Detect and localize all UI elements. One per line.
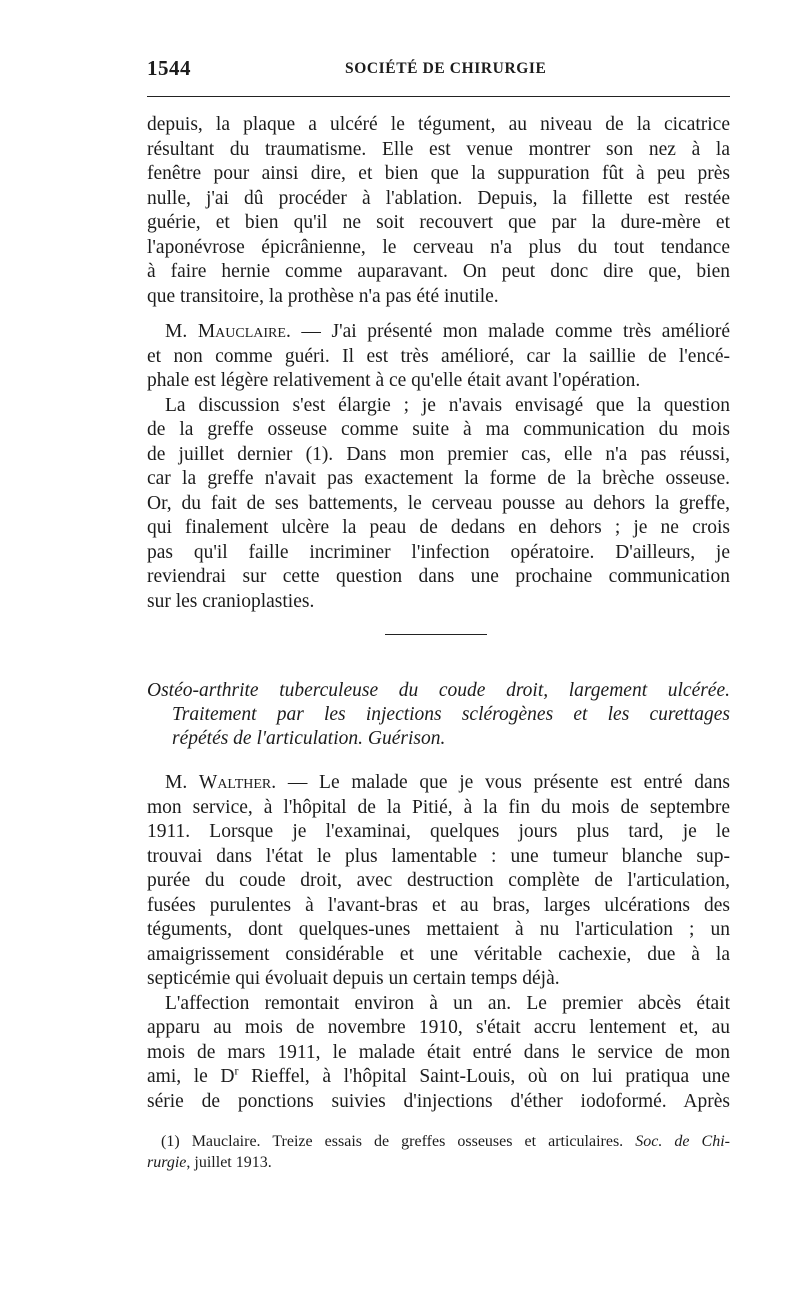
text-line: 1911. Lorsque je l'examinai, quelques jours plus tard, je le <box>147 821 730 842</box>
header-rule <box>147 96 730 97</box>
text-line: fenêtre pour ainsi dire, et bien que la suppuration fût à peu près <box>147 163 730 184</box>
text-line: guérie, et bien qu'il ne soit recouvert que par la dure-mère et <box>147 212 730 233</box>
title-line: répétés de l'articulation. Guérison. <box>172 728 446 749</box>
text-line: de juillet dernier (1). Dans mon premier cas, elle n'a pas réussi, <box>147 443 730 465</box>
speaker-line <box>147 320 730 345</box>
speaker-text: — J'ai présenté mon malade comme très amélioré <box>290 321 731 342</box>
footnote-text: (1) Mauclaire. Treize essais de greffes osseuses et articulaires. <box>161 1133 636 1150</box>
superscript: r <box>234 1063 239 1078</box>
text-line: septicémie qui évoluait depuis un certain temps déjà. <box>147 968 560 989</box>
title-line: Ostéo-arthrite tuberculeuse du coude droit, largement ulcérée. <box>147 680 730 701</box>
title-line: Traitement par les injections sclérogènes et les curettages <box>172 704 730 725</box>
page-number: 1544 <box>147 56 191 80</box>
speaker-prefix: M. <box>165 321 198 342</box>
page-header <box>147 56 730 80</box>
walther-presentation <box>147 771 730 1114</box>
section-separator <box>385 634 487 635</box>
footnote-line <box>147 1131 730 1152</box>
paragraph-closing-previous <box>147 113 730 309</box>
text-line: nulle, j'ai dû procéder à l'ablation. Depuis, la fillette est restée <box>147 187 730 209</box>
text-line <box>147 1065 730 1090</box>
text-line: car la greffe n'avait pas exactement la forme de la brèche osseuse. <box>147 468 730 489</box>
footnote-source: rurgie <box>147 1154 187 1171</box>
text-line: phale est légère relativement à ce qu'elle était avant l'opération. <box>147 370 641 391</box>
text-line: depuis, la plaque a ulcéré le tégument, au niveau de la cicatrice <box>147 114 730 135</box>
speaker-name: Walther <box>198 772 272 793</box>
text-line: L'affection remontait environ à un an. Le premier abcès était <box>165 992 730 1014</box>
text-fragment: Rieffel, à l'hôpital Saint-Louis, où on lui pratiqua une <box>238 1066 730 1087</box>
mauclaire-remarks <box>147 320 730 614</box>
text-line: amaigrissement considérable et une véritable cachexie, due à la <box>147 943 730 965</box>
text-line: fusées purulentes à l'avant-bras et au bras, larges ulcérations des <box>147 894 730 916</box>
text-line: qui finalement ulcère la peau de dedans en dehors ; je ne crois <box>147 517 730 538</box>
text-line: à faire hernie comme auparavant. On peut donc dire que, bien <box>147 261 730 282</box>
footnote-line <box>147 1152 730 1173</box>
speaker-line <box>147 771 730 796</box>
text-line: de la greffe osseuse comme suite à ma communication du mois <box>147 419 730 440</box>
text-line: et non comme guéri. Il est très amélioré, car la saillie de l'encé- <box>147 345 730 367</box>
text-line: reviendrai sur cette question dans une prochaine communication <box>147 566 730 587</box>
footnote-text: , juillet 1913. <box>186 1154 272 1171</box>
speaker-text: — Le malade que je vous présente est entré dans <box>276 772 730 793</box>
text-line: téguments, dont quelques-unes mettaient à nu l'articulation ; un <box>147 919 730 940</box>
running-head: SOCIÉTÉ DE CHIRURGIE <box>345 60 547 77</box>
speaker-suffix: . <box>271 772 277 793</box>
speaker-prefix: M. <box>165 772 199 793</box>
section-title <box>147 679 730 751</box>
text-line: mon service, à l'hôpital de la Pitié, à la fin du mois de septembre <box>147 796 730 818</box>
footnote <box>147 1131 730 1173</box>
text-fragment: ami, le D <box>147 1066 235 1087</box>
text-line: série de ponctions suivies d'injections d'éther iodoformé. Après <box>147 1090 730 1112</box>
text-line: trouvai dans l'état le plus lamentable : une tumeur blanche sup- <box>147 845 730 867</box>
text-line: l'aponévrose épicrânienne, le cerveau n'a plus du tout tendance <box>147 236 730 258</box>
text-line: sur les cranioplasties. <box>147 590 315 612</box>
speaker-name: Mauclaire <box>197 321 286 342</box>
text-line: que transitoire, la prothèse n'a pas été inutile. <box>147 285 499 307</box>
text-line: résultant du traumatisme. Elle est venue montrer son nez à la <box>147 138 730 160</box>
text-line: pas qu'il faille incriminer l'infection opératoire. D'ailleurs, je <box>147 541 730 563</box>
speaker-suffix: . <box>285 321 291 342</box>
text-line: apparu au mois de novembre 1910, s'était accru lentement et, au <box>147 1017 730 1038</box>
footnote-source: Soc. de Chi- <box>635 1133 730 1150</box>
text-line: Or, du fait de ses battements, le cerveau pousse au dehors la greffe, <box>147 492 730 514</box>
text-line: mois de mars 1911, le malade était entré dans le service de mon <box>147 1041 730 1063</box>
text-line: purée du coude droit, avec destruction complète de l'articulation, <box>147 870 730 891</box>
text-line: La discussion s'est élargie ; je n'avais envisagé que la question <box>165 394 730 416</box>
